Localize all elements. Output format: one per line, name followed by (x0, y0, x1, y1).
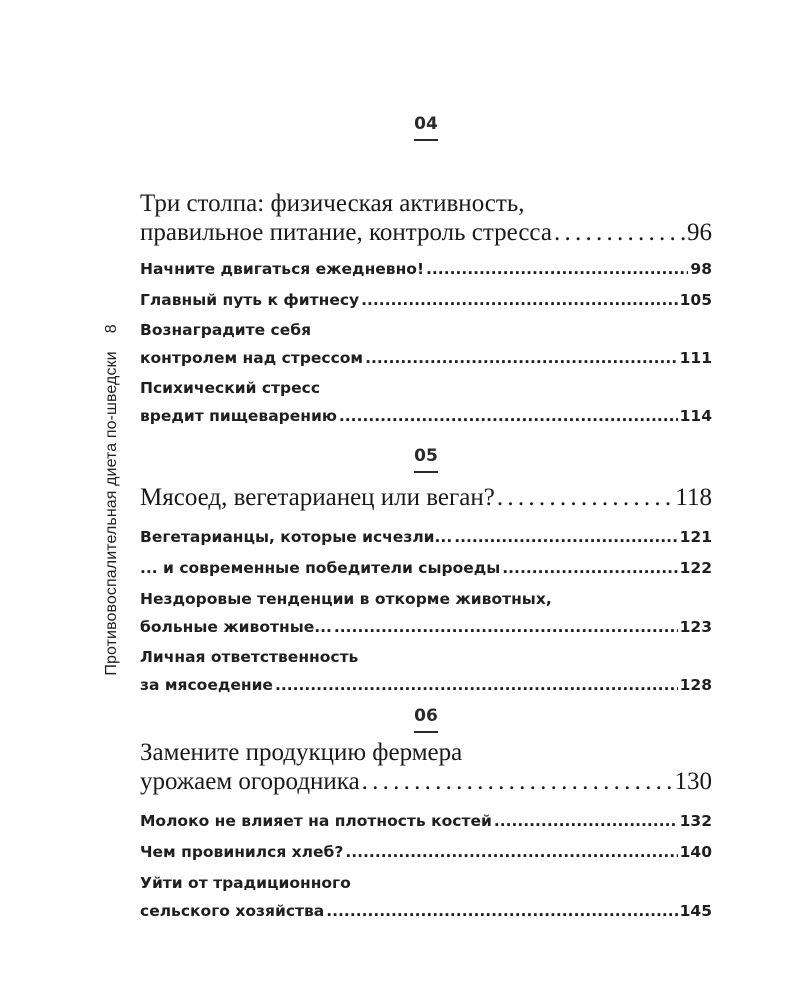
chapter-page: 130 (674, 768, 712, 795)
chapter-heading[interactable]: Мясоед, вегетарианец или веган? . . . 118 (140, 483, 712, 512)
chapter-heading[interactable]: Три столпа: физическая активность, правильное питание, контроль стресса . . . 96 (140, 189, 712, 247)
running-header (103, 324, 121, 675)
toc-entry[interactable]: ... и современные победители сыроеды ..... 122 (140, 554, 712, 582)
toc-entry[interactable]: Молоко не влияет на плотность костей ..... 132 (140, 807, 712, 835)
toc-entry[interactable]: Главный путь к фитнесу ..... 105 (140, 286, 712, 314)
toc-entry[interactable]: Психический стресс вредит пищеварению ..... 114 (140, 374, 712, 430)
toc-entry[interactable]: Вознаградите себя контролем над стрессом ..... 111 (140, 316, 712, 372)
section-number-04: 04 (140, 114, 712, 141)
toc-entry[interactable]: Начните двигаться ежедневно! ..... 98 (140, 255, 712, 283)
chapter-heading[interactable]: Замените продукцию фермера урожаем огородника . . . 130 (140, 738, 712, 796)
section-number-05: 05 (140, 446, 712, 473)
chapter-page: 118 (675, 484, 712, 511)
section-number-06: 06 (140, 706, 712, 733)
book-title: Противовоспалительная диета по-шведски (103, 351, 120, 676)
toc-entry[interactable]: Вегетарианцы, которые исчезли... ..... 121 (140, 523, 712, 551)
toc-entry[interactable]: Нездоровые тенденции в откорме животных, больные животные... ..... 123 (140, 585, 712, 641)
toc-entry[interactable]: Чем провинился хлеб? ..... 140 (140, 838, 712, 866)
toc-entry[interactable]: Уйти от традиционного сельского хозяйства ..... 145 (140, 869, 712, 925)
chapter-page: 96 (687, 219, 712, 246)
page-number: 8 (103, 324, 120, 334)
toc-entry[interactable]: Личная ответственность за мясоедение ..... 128 (140, 643, 712, 699)
